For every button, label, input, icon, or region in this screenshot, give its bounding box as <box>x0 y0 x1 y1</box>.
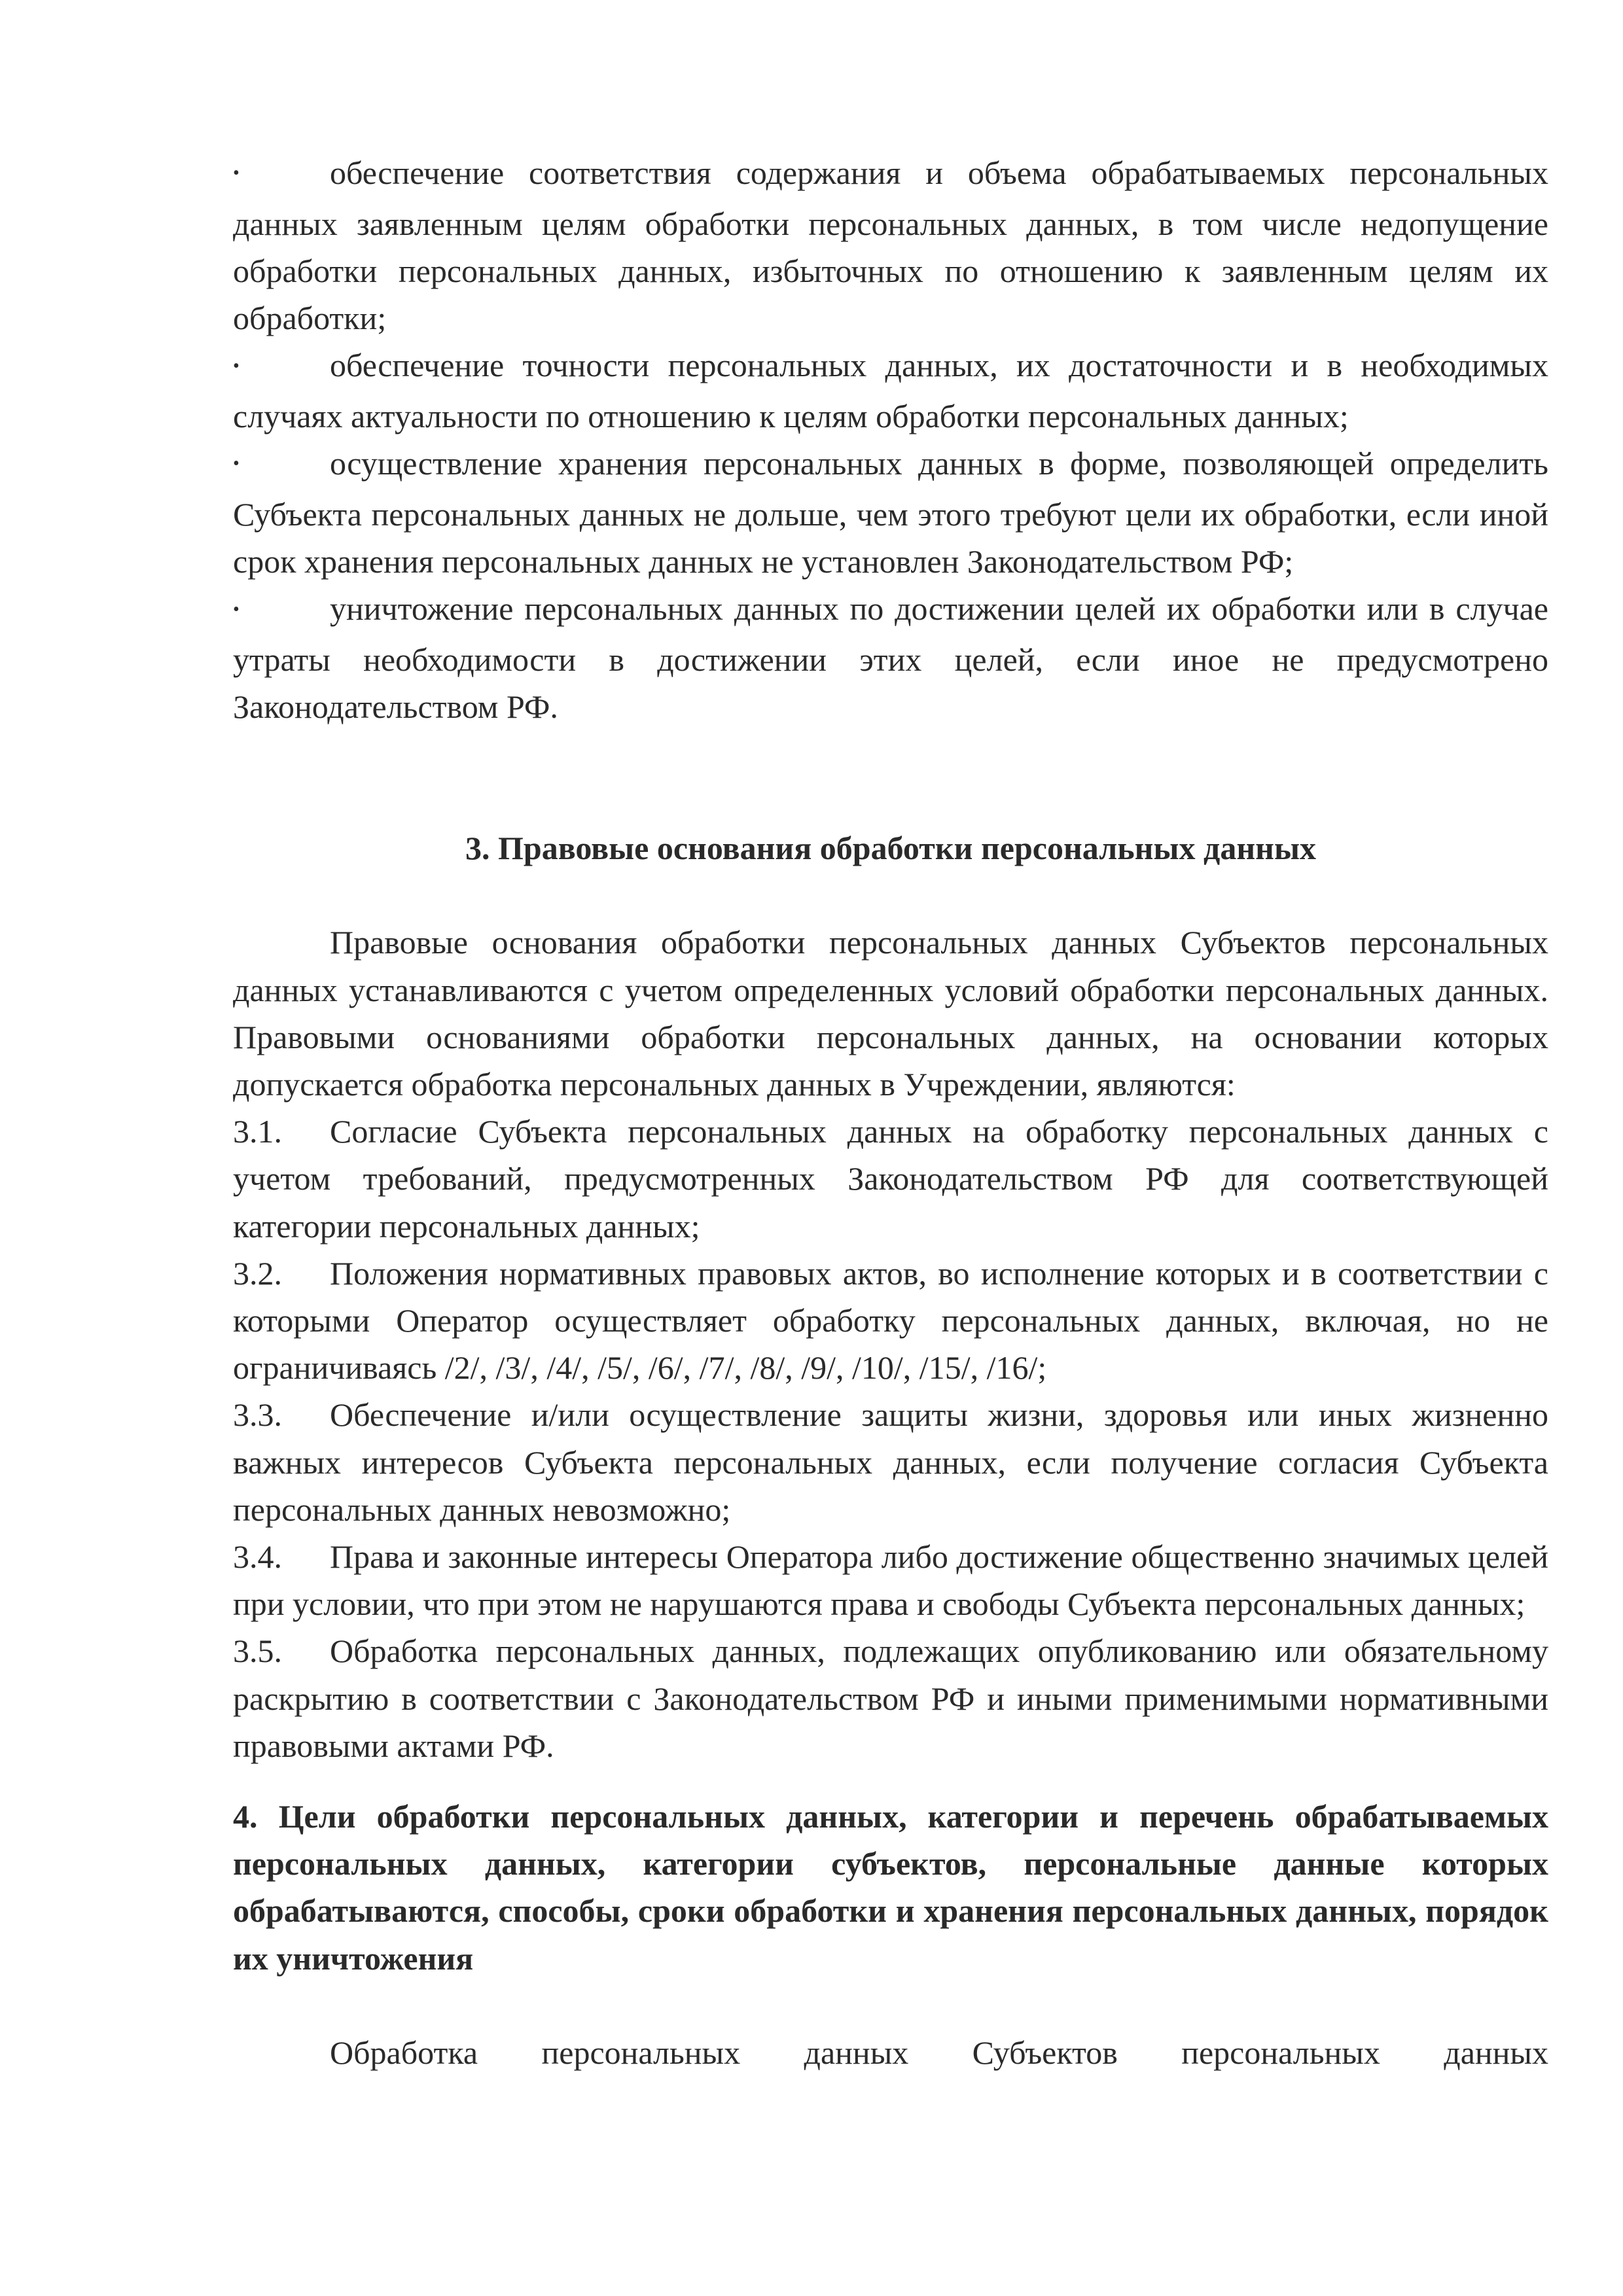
item-text: Положения нормативных правовых актов, во исполнение которых и в соответствии с которыми Оператор осуществляет обработку персональных данных, включая, но не ограничиваясь /2/, /3/, /4/, /5/, /6/, /7/, /8/, /9/, /10/, /15/, /16/; <box>233 1254 1548 1386</box>
section-4-intro: Обработка персональных данных Субъектов персональных данных <box>330 2034 1548 2071</box>
section-3-title: 3. Правовые основания обработки персональных данных <box>465 830 1316 867</box>
item-number: 3.2. <box>233 1254 282 1292</box>
bullet-icon: • <box>233 599 240 620</box>
item-text: Согласие Субъекта персональных данных на обработку персональных данных с учетом требований, предусмотренных Законодательством РФ для соответствующей категории персональных данных; <box>233 1113 1548 1245</box>
bullet-text: обеспечение точности персональных данных, их достаточности и в необходимых случаях актуальности по отношению к целям обработки персональных данных; <box>233 347 1548 434</box>
item-text: Обработка персональных данных, подлежащих опубликованию или обязательному раскрытию в соответствии с Законодательством РФ и иными применимыми нормативными правовыми актами РФ. <box>233 1633 1548 1764</box>
bullet-text: осуществление хранения персональных данных в форме, позволяющей определить Субъекта персональных данных не дольше, чем этого требуют цели их обработки, если иной срок хранения персональных данных не установлен Законодательством РФ; <box>233 445 1548 580</box>
bullet-text: уничтожение персональных данных по достижении целей их обработки или в случае утраты необходимости в достижении этих целей, если иное не предусмотрено Законодательством РФ. <box>233 590 1548 725</box>
item-number: 3.4. <box>233 1538 282 1575</box>
item-text: Права и законные интересы Оператора либо достижение общественно значимых целей при условии, что при этом не нарушаются права и свободы Субъекта персональных данных; <box>233 1538 1548 1623</box>
item-number: 3.1. <box>233 1113 282 1150</box>
item-number: 3.3. <box>233 1396 282 1434</box>
bullet-icon: • <box>233 453 240 474</box>
document-body <box>233 149 1548 2076</box>
bullet-item <box>233 585 1548 730</box>
item-text: Обеспечение и/или осуществление защиты жизни, здоровья или иных жизненно важных интересов Субъекта персональных данных, если получение согласия Субъекта персональных данных невозможно; <box>233 1396 1548 1528</box>
item-number: 3.5. <box>233 1633 282 1670</box>
numbered-item <box>233 1108 1548 1250</box>
numbered-item <box>233 1533 1548 1627</box>
numbered-item <box>233 1627 1548 1769</box>
section-3-intro: Правовые основания обработки персональных данных Субъектов персональных данных устанавливаются с учетом определенных условий обработки персональных данных. Правовыми основаниями обработки персональных данных, на основании которых допускается обработка персональных данных в Учреждении, являются: <box>233 924 1548 1103</box>
bullet-item <box>233 149 1548 342</box>
bullet-icon: • <box>233 163 240 184</box>
bullet-icon: • <box>233 355 240 376</box>
section-4-title: 4. Цели обработки персональных данных, категории и перечень обрабатываемых персональных данных, категории субъектов, персональные данные которых обрабатываются, способы, сроки обработки и хранения персональных данных, порядок их уничтожения <box>233 1797 1548 1977</box>
bullet-item <box>233 342 1548 440</box>
numbered-item <box>233 1250 1548 1392</box>
bullet-item <box>233 440 1548 585</box>
bullet-text: обеспечение соответствия содержания и объема обрабатываемых персональных данных заявленным целям обработки персональных данных, в том числе недопущение обработки персональных данных, избыточных по отношению к заявленным целям их обработки; <box>233 154 1548 337</box>
numbered-item <box>233 1391 1548 1533</box>
